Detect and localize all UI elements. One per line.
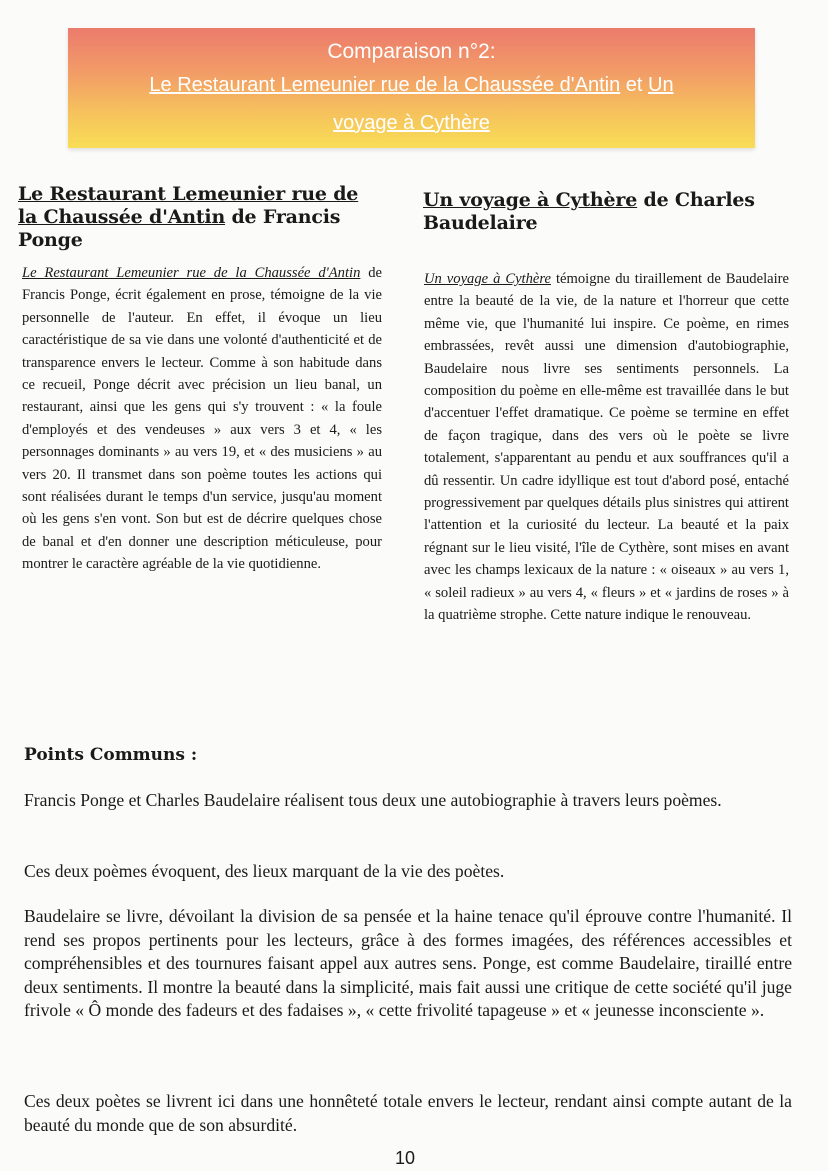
banner-subtitle-line (68, 74, 755, 97)
left-heading-author: de Francis (225, 206, 341, 228)
banner-link-voyage-part2: voyage à Cythère (333, 112, 490, 134)
left-paragraph-body: de Francis Ponge, écrit également en prose, témoigne de la vie personnelle de l'auteur. En effet, il évoque un lieu caractéristique de sa vie dans une volonté d'authenticité et de transparence envers le lecteur. Comme à son habitude dans ce recueil, Ponge décrit avec précision un lieu banal, un restaurant, ainsi que les gens qui s'y trouvent : « la foule d'employés et des vendeuses » aux vers 3 et 4, « les personnages dominants » au vers 19, et « des musiciens » au vers 20. Il transmet dans son poème toutes les actions qui sont réalisées durant le temps d'un service, jusqu'au moment où les gens s'en vont. Son but est de décrire quelques chose de banal et d'en donner une description méticuleuse, pour montrer le caractère agréable de la vie quotidienne. (22, 265, 382, 573)
page-number: 10 (395, 1148, 416, 1168)
banner-link-restaurant: Le Restaurant Lemeunier rue de la Chaussée d'Antin (149, 74, 621, 96)
banner-link-voyage-part1: Un (648, 74, 674, 96)
common-paragraph-2: Ces deux poèmes évoquent, des lieux marquant de la vie des poètes. (24, 861, 505, 881)
common-paragraph-4: Ces deux poètes se livrent ici dans une honnêteté totale envers le lecteur, rendant ainsi compte autant de la beauté du monde que de son absurdité. (24, 1091, 792, 1135)
common-paragraph-3: Baudelaire se livre, dévoilant la division de sa pensée et la haine tenace qu'il éprouve contre l'humanité. Il rend ses propos pertinents pour les lecteurs, grâce à des formes imagées, des références accessibles et compréhensibles et des tournures faisant appel aux autres sens. Ponge, est comme Baudelaire, tiraillé entre deux sentiments. Il montre la beauté dans la simplicité, mais fait aussi une critique de cette société qu'il juge frivole « Ô monde des fadeurs et des fadaises », « cette frivolité tapageuse » et « jeunesse inconsciente ». (24, 906, 792, 1021)
right-heading-author-2: Baudelaire (423, 212, 538, 234)
banner-connector: et (620, 74, 648, 96)
right-column-heading (423, 189, 803, 235)
banner-title: Comparaison n°2: (327, 40, 496, 63)
left-heading-title-1: Le Restaurant Lemeunier rue de (18, 183, 359, 205)
right-column-paragraph (424, 268, 789, 627)
right-heading-title: Un voyage à Cythère (423, 189, 638, 211)
common-paragraph-1: Francis Ponge et Charles Baudelaire réalisent tous deux une autobiographie à travers leurs poèmes. (24, 790, 722, 810)
left-column-heading (18, 183, 393, 252)
common-points-heading: Points Communs : (24, 745, 198, 765)
right-paragraph-title: Un voyage à Cythère (424, 271, 552, 287)
banner-subtitle-line-2 (68, 112, 755, 135)
right-paragraph-body: témoigne du tiraillement de Baudelaire entre la beauté de la vie, de la nature et l'horreur que cette même vie, que l'humanité lui inspire. Ce poème, en rimes embrassées, revêt aussi une dimension d'autobiographie, Baudelaire nous livre ses sentiments personnels. La composition du poème en elle-même est travaillée dans le but d'accentuer l'effet dramatique. Ce poème se termine en effet de façon tragique, dans des vers où le poète se livre totalement, s'apparentant au pendu et aux souffrances qu'il a dû ressentir. Un cadre idyllique est tout d'abord posé, entaché progressivement par quelques détails plus sinistres qui attirent l'attention et la curiosité du lecteur. La beauté et la paix régnant sur le lieu visité, l'île de Cythère, sont mises en avant avec les champs lexicaux de la nature : « oiseaux » au vers 1, « soleil radieux » au vers 4, « fleurs » et « jardins de roses » à la quatrième strophe. Cette nature indique le renouveau. (424, 271, 789, 624)
right-heading-author: de Charles (637, 189, 755, 211)
title-banner (68, 28, 755, 148)
left-column-paragraph (22, 262, 382, 576)
left-paragraph-title: Le Restaurant Lemeunier rue de la Chaussée d'Antin (22, 265, 361, 281)
left-heading-author-2: Ponge (18, 229, 83, 251)
left-heading-title-2: la Chaussée d'Antin (18, 206, 226, 228)
